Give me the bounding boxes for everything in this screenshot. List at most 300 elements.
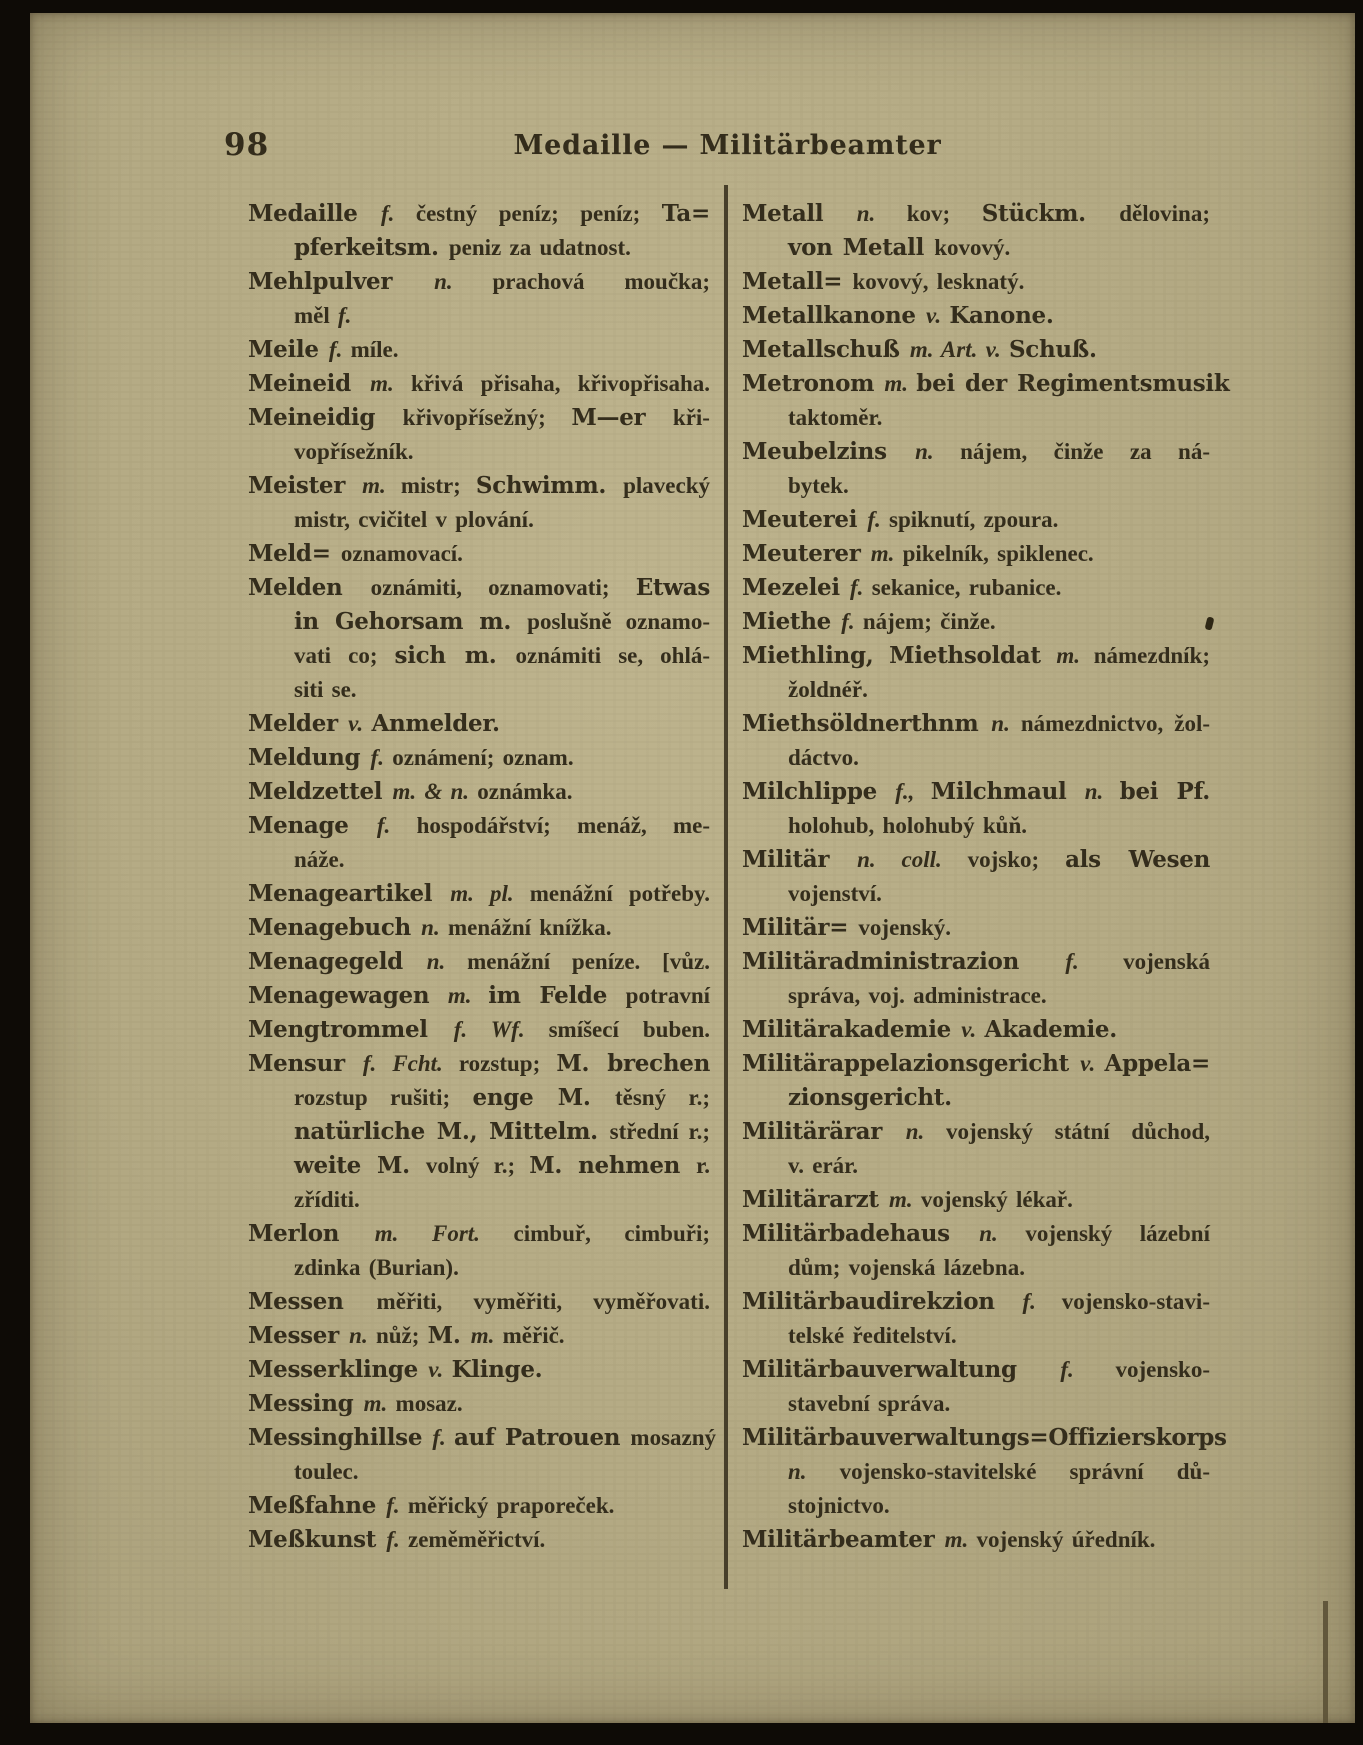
czech-text: vojenský úředník. xyxy=(976,1527,1156,1552)
dictionary-entry xyxy=(248,1523,710,1557)
grammar-abbrev: f. Wf. xyxy=(453,1017,549,1042)
czech-text: holohub, holohubý kůň. xyxy=(788,813,1027,838)
column-divider xyxy=(724,185,728,1589)
german-text: Meuterer xyxy=(742,540,871,567)
entry-line xyxy=(742,945,1210,979)
dictionary-entry xyxy=(248,1421,717,1489)
dictionary-entry xyxy=(248,1013,710,1047)
entry-line xyxy=(742,877,1210,911)
german-text: zionsgericht. xyxy=(788,1084,952,1111)
entry-line xyxy=(742,469,1210,503)
czech-text: měl xyxy=(294,303,339,328)
entry-line xyxy=(248,537,710,571)
czech-text: mistr, cvičitel v plování. xyxy=(294,507,534,532)
dictionary-entry xyxy=(248,469,710,537)
dictionary-entry xyxy=(248,877,710,911)
grammar-abbrev: m. xyxy=(370,371,411,396)
dictionary-entry xyxy=(742,605,1210,639)
grammar-abbrev: m. xyxy=(944,1527,977,1552)
czech-text: peniz za udatnost. xyxy=(448,235,631,260)
entry-line xyxy=(248,1489,710,1523)
grammar-abbrev: m. Art. v. xyxy=(909,337,1009,362)
entry-line xyxy=(742,1149,1210,1183)
grammar-abbrev: f., xyxy=(895,779,931,804)
czech-text: stojnictvo. xyxy=(788,1493,890,1518)
grammar-abbrev: f. xyxy=(1065,949,1124,974)
entry-line xyxy=(248,1251,710,1285)
grammar-abbrev: m. pl. xyxy=(450,881,530,906)
czech-text: plavecký xyxy=(623,473,710,498)
czech-text: rozstup rušiti; xyxy=(294,1085,473,1110)
grammar-abbrev: v. xyxy=(925,303,950,328)
entry-line xyxy=(742,979,1210,1013)
dictionary-entry xyxy=(248,571,710,707)
grammar-abbrev: n. xyxy=(349,1323,376,1348)
dictionary-entry xyxy=(248,1217,710,1285)
entry-line xyxy=(742,673,1210,707)
czech-text: náže. xyxy=(294,847,345,872)
czech-text: bytek. xyxy=(788,473,849,498)
grammar-abbrev: n. xyxy=(426,949,468,974)
entry-line xyxy=(248,775,710,809)
czech-text: oznámiti, oznamovati; xyxy=(370,575,636,600)
dictionary-entry xyxy=(742,367,1230,435)
entry-line xyxy=(742,605,1210,639)
czech-text: telské ředitelství. xyxy=(788,1323,957,1348)
entry-line xyxy=(248,1421,717,1455)
entry-line xyxy=(248,877,710,911)
german-text: Meister xyxy=(248,472,363,499)
czech-text: mosazný xyxy=(630,1425,717,1450)
german-text: bei Pf. xyxy=(1119,778,1210,805)
grammar-abbrev: f. xyxy=(328,337,351,362)
german-text: Metronom xyxy=(742,370,885,397)
german-text: auf Patrouen xyxy=(454,1424,631,1451)
dictionary-entry xyxy=(742,945,1210,1013)
dictionary-entry xyxy=(248,1387,710,1421)
dictionary-entry xyxy=(742,775,1210,843)
czech-text: kovový. xyxy=(934,235,1011,260)
german-text: enge M. xyxy=(472,1084,615,1111)
entry-line xyxy=(248,401,710,435)
dictionary-entry xyxy=(248,1319,710,1353)
entry-line xyxy=(248,1115,710,1149)
czech-text: měřický praporeček. xyxy=(407,1493,615,1518)
entry-line xyxy=(248,1149,710,1183)
grammar-abbrev: f. xyxy=(386,1493,408,1518)
german-text: Schuß. xyxy=(1008,336,1097,363)
german-text: Milchmaul xyxy=(930,778,1085,805)
german-text: Medaille xyxy=(248,200,381,227)
entry-line xyxy=(742,639,1210,673)
entry-line xyxy=(742,843,1210,877)
german-text: Militär xyxy=(742,846,858,873)
german-text: Menage xyxy=(248,812,377,839)
entry-line xyxy=(248,435,710,469)
entry-line xyxy=(248,979,710,1013)
dictionary-entry xyxy=(248,775,710,809)
entry-line xyxy=(248,1285,710,1319)
entry-line xyxy=(742,1217,1210,1251)
german-text: natürliche M., Mittelm. xyxy=(294,1118,610,1145)
dictionary-entry xyxy=(248,333,710,367)
german-text: Meineid xyxy=(248,370,371,397)
grammar-abbrev: n. xyxy=(991,711,1021,736)
entry-line xyxy=(742,571,1210,605)
czech-text: prachová moučka; xyxy=(492,269,710,294)
german-text: Messen xyxy=(248,1288,377,1315)
german-text: Schwimm. xyxy=(475,472,624,499)
dictionary-entry xyxy=(248,945,710,979)
entry-line xyxy=(248,231,710,265)
entry-line xyxy=(742,1455,1210,1489)
german-text: Militär= xyxy=(742,914,859,941)
czech-text: v. erár. xyxy=(788,1153,858,1178)
grammar-abbrev: m. xyxy=(884,371,917,396)
entry-line xyxy=(248,1013,710,1047)
grammar-abbrev: v. xyxy=(348,711,372,736)
czech-text: cimbuř, cimbuři; xyxy=(513,1221,710,1246)
german-text: Militärappelazionsgericht xyxy=(742,1050,1081,1077)
czech-text: spiknutí, zpoura. xyxy=(889,507,1059,532)
german-text: im Felde xyxy=(488,982,626,1009)
czech-text: kov; xyxy=(906,201,982,226)
page-number: 98 xyxy=(224,127,270,163)
german-text: Militärbauverwaltung xyxy=(742,1356,1061,1383)
czech-text: hospodářství; menáž, me- xyxy=(416,813,711,838)
grammar-abbrev: f. Fcht. xyxy=(362,1051,459,1076)
grammar-abbrev: n. xyxy=(856,201,907,226)
dictionary-entry xyxy=(248,1353,710,1387)
dictionary-entry xyxy=(742,571,1210,605)
dictionary-entry xyxy=(742,197,1210,265)
german-text: Messinghillse xyxy=(248,1424,433,1451)
german-text: Mezelei xyxy=(742,574,851,601)
grammar-abbrev: n. xyxy=(788,1459,840,1484)
german-text: Militärarzt xyxy=(742,1186,889,1213)
german-text: pferkeitsm. xyxy=(294,234,449,261)
grammar-abbrev: m. xyxy=(447,983,489,1008)
entry-line xyxy=(742,367,1230,401)
czech-text: zeměměřictví. xyxy=(408,1527,546,1552)
grammar-abbrev: f. xyxy=(850,575,872,600)
german-text: Meldzettel xyxy=(248,778,393,805)
dictionary-entry xyxy=(742,843,1210,911)
dictionary-entry xyxy=(742,1115,1210,1183)
german-text: Anmelder. xyxy=(371,710,500,737)
grammar-abbrev: v. xyxy=(961,1017,985,1042)
german-text: Meineidig xyxy=(248,404,403,431)
dictionary-entry xyxy=(742,1013,1210,1047)
czech-text: dělovina; xyxy=(1119,201,1210,226)
czech-text: oznámení; oznam. xyxy=(392,745,574,770)
entry-line xyxy=(248,1319,710,1353)
entry-line xyxy=(248,945,710,979)
czech-text: rozstup; xyxy=(458,1051,557,1076)
grammar-abbrev: m. xyxy=(888,1187,921,1212)
entry-line xyxy=(742,1081,1210,1115)
entry-line xyxy=(248,197,710,231)
grammar-abbrev: n. xyxy=(905,1119,947,1144)
entry-line xyxy=(248,639,710,673)
czech-text: oznámiti se, ohlá- xyxy=(515,643,711,668)
grammar-abbrev: m. Fort. xyxy=(374,1221,514,1246)
entry-line xyxy=(248,1455,710,1489)
dictionary-entry xyxy=(248,1489,710,1523)
german-text: Menagewagen xyxy=(248,982,448,1009)
grammar-abbrev: n. xyxy=(434,269,493,294)
entry-line xyxy=(248,1387,710,1421)
entry-line xyxy=(742,1013,1210,1047)
entry-line xyxy=(248,1217,710,1251)
german-text: Messing xyxy=(248,1390,364,1417)
book-page xyxy=(30,13,1355,1723)
german-text: Meßfahne xyxy=(248,1492,387,1519)
dictionary-entry xyxy=(742,707,1210,775)
entry-line xyxy=(742,1319,1210,1353)
czech-text: oznámka. xyxy=(477,779,573,804)
dictionary-entry xyxy=(742,639,1210,707)
dictionary-entry xyxy=(742,1523,1210,1557)
czech-text: zříditi. xyxy=(294,1187,360,1212)
czech-text: čestný peníz; peníz; xyxy=(415,201,662,226)
czech-text: r. xyxy=(696,1153,710,1178)
german-text: Militärärar xyxy=(742,1118,906,1145)
czech-text: nájem, činže za ná- xyxy=(960,439,1210,464)
german-text: Meldung xyxy=(248,744,371,771)
german-text: Miethe xyxy=(742,608,842,635)
entry-line xyxy=(742,1387,1210,1421)
german-text: Menageartikel xyxy=(248,880,451,907)
german-text: Metallkanone xyxy=(742,302,926,329)
czech-text: volný r.; xyxy=(425,1153,530,1178)
german-text: in Gehorsam m. xyxy=(294,608,528,635)
czech-text: vojenství. xyxy=(788,881,882,906)
czech-text: námezdník; xyxy=(1093,643,1211,668)
dictionary-entry xyxy=(248,809,710,877)
czech-text: smíšecí buben. xyxy=(548,1017,710,1042)
german-text: Messer xyxy=(248,1322,350,1349)
grammar-abbrev: f. xyxy=(1060,1357,1116,1382)
dictionary-entry xyxy=(742,1285,1210,1353)
dictionary-entry xyxy=(742,911,1210,945)
grammar-abbrev: f. xyxy=(386,1527,408,1552)
entry-line xyxy=(248,299,710,333)
czech-text: vojensko-stavi- xyxy=(1061,1289,1210,1314)
czech-text: střední r.; xyxy=(609,1119,710,1144)
czech-text: vojensko-stavitelské správní dů- xyxy=(839,1459,1210,1484)
czech-text: poslušně oznamo- xyxy=(527,609,710,634)
entry-line xyxy=(742,741,1210,775)
german-text: Meubelzins xyxy=(742,438,916,465)
czech-text: kři- xyxy=(672,405,710,430)
grammar-abbrev: f. xyxy=(376,813,417,838)
grammar-abbrev: f. xyxy=(841,609,863,634)
german-text: Akademie. xyxy=(984,1016,1117,1043)
entry-line xyxy=(248,911,710,945)
german-text: Melder xyxy=(248,710,349,737)
czech-text: vati co; xyxy=(294,643,395,668)
czech-text: taktoměr. xyxy=(788,405,883,430)
entry-line xyxy=(742,1489,1210,1523)
dictionary-entry xyxy=(742,1183,1210,1217)
entry-line xyxy=(742,197,1210,231)
entry-line xyxy=(742,1115,1210,1149)
entry-line xyxy=(742,1353,1210,1387)
dictionary-entry xyxy=(248,741,710,775)
german-text: Militärakademie xyxy=(742,1016,962,1043)
czech-text: nájem; činže. xyxy=(862,609,996,634)
czech-text: správa, voj. administrace. xyxy=(788,983,1047,1008)
german-text: sich m. xyxy=(394,642,516,669)
grammar-abbrev: f. xyxy=(380,201,416,226)
dictionary-entry xyxy=(742,1421,1227,1523)
entry-line xyxy=(248,809,710,843)
dictionary-entry xyxy=(742,299,1210,333)
czech-text: vojenský státní důchod, xyxy=(946,1119,1210,1144)
german-text: Militärbeamter xyxy=(742,1526,945,1553)
czech-text: dáctvo. xyxy=(788,745,859,770)
entry-line xyxy=(248,1523,710,1557)
entry-line xyxy=(742,1251,1210,1285)
entry-line xyxy=(742,911,1210,945)
entry-line xyxy=(742,401,1210,435)
german-text: M. nehmen xyxy=(529,1152,697,1179)
grammar-abbrev: m. xyxy=(1056,643,1094,668)
czech-text: mosaz. xyxy=(395,1391,463,1416)
entry-line xyxy=(742,231,1210,265)
entry-line xyxy=(742,1047,1210,1081)
czech-text: měřiti, vyměřiti, vyměřovati. xyxy=(376,1289,710,1314)
entry-line xyxy=(248,673,710,707)
german-text: Militärbadehaus xyxy=(742,1220,980,1247)
dictionary-entry xyxy=(742,1047,1210,1115)
dictionary-entry xyxy=(248,1285,710,1319)
entry-line xyxy=(742,1421,1227,1455)
czech-text: mistr; xyxy=(400,473,476,498)
dictionary-entry xyxy=(742,1217,1210,1285)
entry-line xyxy=(742,299,1210,333)
grammar-abbrev: m. xyxy=(470,1323,503,1348)
entry-line xyxy=(742,1523,1210,1557)
grammar-abbrev: v. xyxy=(428,1357,452,1382)
czech-text: míle. xyxy=(350,337,399,362)
entry-line xyxy=(248,367,710,401)
right-column xyxy=(742,197,1230,1557)
czech-text: vojenský. xyxy=(858,915,952,940)
entry-line xyxy=(742,503,1210,537)
dictionary-entry xyxy=(248,707,710,741)
entry-line xyxy=(248,503,710,537)
german-text: Metall= xyxy=(742,268,853,295)
german-text: Menagegeld xyxy=(248,948,427,975)
grammar-abbrev: m. xyxy=(363,1391,396,1416)
german-text: von Metall xyxy=(788,234,935,261)
entry-line xyxy=(742,707,1210,741)
czech-text: toulec. xyxy=(294,1459,359,1484)
german-text: Milchlippe xyxy=(742,778,896,805)
grammar-abbrev: m. & n. xyxy=(392,779,478,804)
czech-text: vopřísežník. xyxy=(294,439,414,464)
entry-line xyxy=(248,469,710,503)
czech-text: siti se. xyxy=(294,677,357,702)
czech-text: křivopřísežný; xyxy=(402,405,572,430)
czech-text: menážní potřeby. xyxy=(529,881,710,906)
czech-text: těsný r.; xyxy=(614,1085,710,1110)
czech-text: menážní knížka. xyxy=(447,915,612,940)
german-text: Kanone. xyxy=(949,302,1054,329)
german-text: weite M. xyxy=(294,1152,426,1179)
dictionary-entry xyxy=(742,435,1210,503)
dictionary-entry xyxy=(742,537,1210,571)
german-text: als Wesen xyxy=(1065,846,1211,873)
grammar-abbrev: f. xyxy=(370,745,393,770)
czech-text: dům; vojenská lázebna. xyxy=(788,1255,1025,1280)
german-text: Appela= xyxy=(1104,1050,1210,1077)
czech-text: vojenská xyxy=(1123,949,1210,974)
entry-line xyxy=(248,1047,710,1081)
german-text: Miethsöldnerthnm xyxy=(742,710,992,737)
entry-line xyxy=(248,1081,710,1115)
grammar-abbrev: n. coll. xyxy=(857,847,968,872)
german-text: Meuterei xyxy=(742,506,868,533)
german-text: bei der Regimentsmusik xyxy=(916,370,1230,397)
dictionary-entry xyxy=(248,979,710,1013)
grammar-abbrev: n. xyxy=(979,1221,1026,1246)
german-text: Menagebuch xyxy=(248,914,422,941)
german-text: Meld= xyxy=(248,540,341,567)
running-head: Medaille — Militärbeamter xyxy=(513,130,942,161)
entry-line xyxy=(248,707,710,741)
german-text: Mengtrommel xyxy=(248,1016,454,1043)
entry-line xyxy=(248,605,710,639)
entry-line xyxy=(742,333,1210,367)
dictionary-entry xyxy=(248,367,710,401)
ink-speck xyxy=(1205,616,1215,630)
grammar-abbrev: v. xyxy=(1080,1051,1105,1076)
entry-line xyxy=(248,333,710,367)
czech-text: měřič. xyxy=(502,1323,565,1348)
dictionary-entry xyxy=(742,333,1210,367)
czech-text: stavební správa. xyxy=(788,1391,951,1416)
grammar-abbrev: n. xyxy=(421,915,448,940)
entry-line xyxy=(248,265,710,299)
left-column xyxy=(248,197,717,1557)
czech-text: žoldnéř. xyxy=(788,677,868,702)
czech-text: vojenský lékař. xyxy=(920,1187,1073,1212)
german-text: Klinge. xyxy=(451,1356,543,1383)
czech-text: kovový, lesknatý. xyxy=(852,269,1025,294)
entry-line xyxy=(742,809,1210,843)
czech-text: křivá přisaha, křivopřisaha. xyxy=(410,371,710,396)
page-edge-shadow xyxy=(1323,1601,1328,1723)
czech-text: potravní xyxy=(625,983,711,1008)
dictionary-entry xyxy=(248,197,710,265)
german-text: Mensur xyxy=(248,1050,363,1077)
czech-text: vojsko; xyxy=(967,847,1066,872)
czech-text: oznamovací. xyxy=(340,541,463,566)
czech-text: nůž; xyxy=(375,1323,428,1348)
dictionary-entry xyxy=(248,1047,710,1217)
entry-line xyxy=(742,1183,1210,1217)
german-text: M. xyxy=(427,1322,471,1349)
czech-text: zdinka (Burian). xyxy=(294,1255,459,1280)
entry-line xyxy=(248,571,710,605)
dictionary-entry xyxy=(742,265,1210,299)
german-text: Meile xyxy=(248,336,329,363)
dictionary-entry xyxy=(742,503,1210,537)
grammar-abbrev: n. xyxy=(915,439,961,464)
